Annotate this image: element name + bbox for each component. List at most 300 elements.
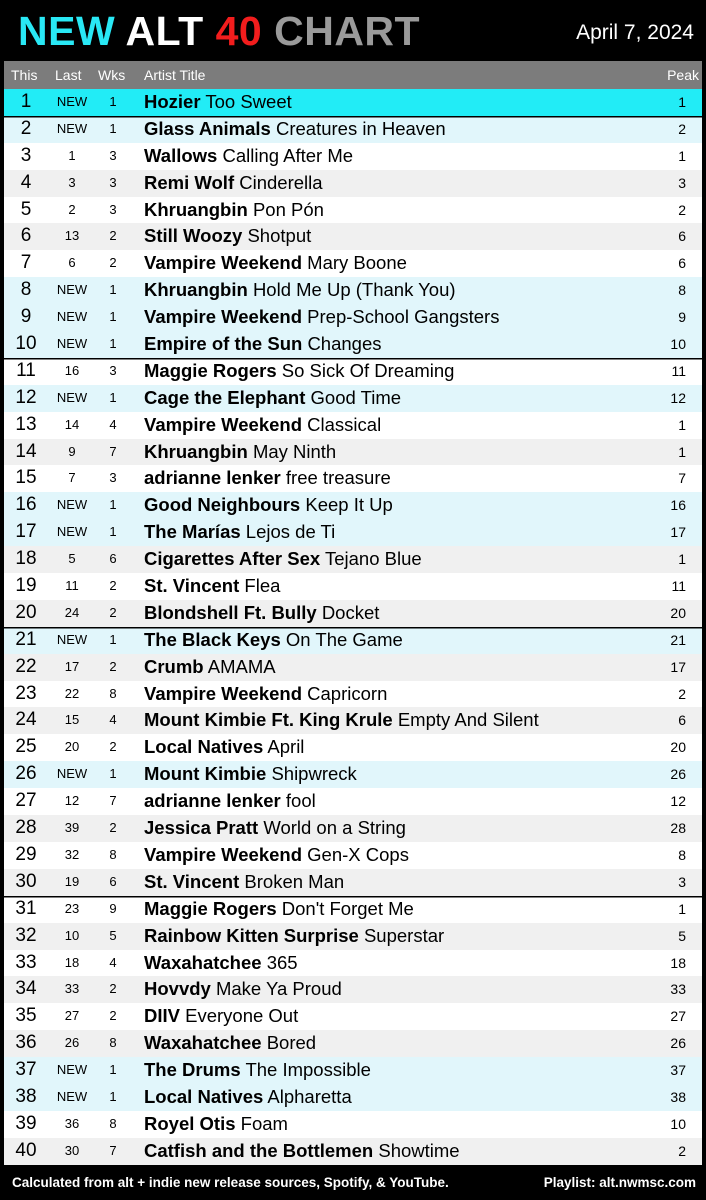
weeks-on-chart: 3 [109, 174, 117, 190]
song-title: free treasure [285, 467, 391, 489]
weeks-on-chart: 8 [109, 846, 117, 862]
table-row [4, 1111, 702, 1138]
rank-last: NEW [56, 282, 88, 298]
rank-last: 1 [68, 147, 76, 163]
rank-this: 31 [15, 897, 37, 919]
peak-position: 6 [678, 228, 686, 245]
rank-this: 32 [15, 924, 37, 946]
rank-this: 5 [20, 198, 32, 220]
title-alt: ALT [125, 8, 204, 54]
weeks-on-chart: 7 [109, 1142, 117, 1158]
song-title: Keep It Up [305, 494, 393, 516]
table-row [4, 358, 702, 385]
song-title: Don't Forget Me [281, 897, 414, 919]
table-row [4, 654, 702, 681]
peak-position: 17 [670, 658, 686, 675]
rank-this: 29 [15, 843, 37, 865]
artist-name: Catfish and the Bottlemen [144, 1139, 374, 1161]
song-title: On The Game [285, 628, 403, 650]
song-entry [144, 842, 409, 869]
table-row [4, 546, 702, 573]
song-entry [144, 950, 298, 977]
artist-name: Maggie Rogers [144, 897, 277, 919]
song-title: Flea [244, 575, 281, 597]
weeks-on-chart: 2 [109, 739, 117, 755]
weeks-on-chart: 3 [109, 470, 117, 486]
song-entry [144, 1003, 298, 1030]
rank-this: 26 [15, 763, 37, 785]
peak-position: 8 [678, 846, 686, 863]
rank-last: NEW [56, 524, 88, 540]
song-title: Changes [307, 333, 382, 355]
song-title: Gen-X Cops [307, 843, 409, 865]
table-row [4, 492, 702, 519]
rank-last: 39 [64, 820, 80, 836]
artist-name: Khruangbin [144, 440, 248, 462]
artist-name: adrianne lenker [144, 467, 281, 489]
artist-name: Blondshell Ft. Bully [144, 601, 317, 623]
col-title: Title [179, 67, 206, 83]
weeks-on-chart: 4 [109, 954, 117, 970]
table-row [4, 950, 702, 977]
chart-rows [4, 89, 702, 1165]
artist-name: DIIV [144, 1005, 180, 1027]
song-entry [144, 1030, 316, 1057]
peak-position: 1 [678, 551, 686, 568]
song-entry [144, 116, 446, 143]
rank-this: 23 [15, 682, 37, 704]
weeks-on-chart: 4 [109, 712, 117, 728]
rank-last: 19 [64, 873, 80, 889]
song-entry [144, 277, 456, 304]
peak-position: 3 [678, 873, 686, 890]
song-entry [144, 923, 444, 950]
chart-date: April 7, 2024 [576, 21, 694, 44]
song-entry [144, 1111, 288, 1138]
weeks-on-chart: 2 [109, 1008, 117, 1024]
rank-last: NEW [56, 766, 88, 782]
rank-this: 11 [16, 359, 36, 381]
table-row [4, 250, 702, 277]
song-entry [144, 143, 353, 170]
song-title: Creatures in Heaven [275, 117, 446, 139]
peak-position: 2 [678, 1142, 686, 1159]
rank-last: NEW [56, 309, 88, 325]
peak-position: 11 [671, 578, 686, 595]
title-chart: CHART [274, 8, 421, 54]
weeks-on-chart: 2 [109, 981, 117, 997]
song-entry [144, 223, 311, 250]
rank-this: 22 [15, 655, 37, 677]
table-row [4, 519, 702, 546]
rank-this: 18 [15, 548, 37, 570]
artist-name: Vampire Weekend [144, 252, 303, 274]
song-entry [144, 573, 280, 600]
artist-name: Glass Animals [144, 117, 271, 139]
rank-this: 10 [15, 333, 37, 355]
song-title: April [267, 736, 305, 758]
col-peak: Peak [667, 67, 699, 83]
song-title: World on a String [263, 817, 406, 839]
artist-name: St. Vincent [144, 870, 240, 892]
table-row [4, 439, 702, 466]
song-entry [144, 627, 403, 654]
rank-this: 27 [15, 790, 37, 812]
song-title: Foam [240, 1112, 288, 1134]
peak-position: 8 [678, 282, 686, 299]
rank-this: 33 [15, 951, 37, 973]
peak-position: 20 [670, 604, 686, 621]
table-row [4, 788, 702, 815]
song-title: Pon Pón [252, 198, 324, 220]
song-title: Showtime [378, 1139, 460, 1161]
table-row [4, 896, 702, 923]
chart-title [18, 6, 420, 56]
peak-position: 26 [670, 766, 686, 783]
weeks-on-chart: 9 [109, 900, 117, 916]
table-row [4, 223, 702, 250]
artist-name: Khruangbin [144, 279, 248, 301]
artist-name: Vampire Weekend [144, 306, 303, 328]
artist-name: The Marías [144, 521, 241, 543]
weeks-on-chart: 1 [109, 497, 117, 513]
footer-sources: Calculated from alt + indie new release sources, Spotify, & YouTube. [12, 1175, 449, 1190]
artist-name: Good Neighbours [144, 494, 301, 516]
table-row [4, 277, 702, 304]
rank-this: 14 [15, 440, 37, 462]
rank-last: 18 [64, 954, 80, 970]
song-entry [144, 896, 414, 923]
peak-position: 5 [678, 927, 686, 944]
rank-this: 2 [20, 117, 32, 139]
artist-name: Royel Otis [144, 1112, 236, 1134]
table-row [4, 197, 702, 224]
rank-last: NEW [56, 497, 88, 513]
table-row [4, 761, 702, 788]
rank-last: 7 [68, 470, 76, 486]
col-this: This [11, 67, 38, 83]
rank-last: 16 [64, 362, 80, 378]
weeks-on-chart: 1 [109, 120, 117, 136]
rank-this: 15 [15, 467, 37, 489]
title-new: NEW [18, 8, 116, 54]
table-row [4, 1057, 702, 1084]
song-title: Tejano Blue [324, 548, 422, 570]
artist-name: Local Natives [144, 1085, 264, 1107]
song-title: Docket [321, 601, 380, 623]
peak-position: 6 [678, 712, 686, 729]
table-row [4, 1084, 702, 1111]
rank-this: 7 [20, 252, 32, 274]
rank-last: 14 [64, 416, 80, 432]
table-row [4, 331, 702, 358]
song-title: The Impossible [245, 1059, 371, 1081]
song-title: Classical [307, 413, 382, 435]
rank-last: 5 [68, 551, 76, 567]
artist-name: Remi Wolf [144, 171, 235, 193]
rank-this: 9 [20, 306, 32, 328]
artist-name: Still Woozy [144, 225, 243, 247]
rank-this: 37 [15, 1059, 37, 1081]
rank-last: 13 [64, 228, 80, 244]
song-title: Broken Man [244, 870, 345, 892]
weeks-on-chart: 7 [109, 793, 117, 809]
table-row [4, 869, 702, 896]
song-entry [144, 681, 387, 708]
rank-last: 17 [64, 658, 80, 674]
peak-position: 10 [670, 336, 686, 353]
weeks-on-chart: 5 [109, 927, 117, 943]
rank-this: 20 [15, 601, 37, 623]
rank-this: 19 [15, 575, 37, 597]
rank-last: 9 [68, 443, 76, 459]
weeks-on-chart: 3 [109, 147, 117, 163]
table-row [4, 976, 702, 1003]
song-entry [144, 197, 324, 224]
artist-name: St. Vincent [144, 575, 240, 597]
rank-this: 8 [20, 279, 32, 301]
artist-name: Hozier [144, 91, 201, 112]
rank-last: 22 [64, 685, 80, 701]
rank-this: 13 [15, 413, 37, 435]
song-title: Cinderella [239, 171, 323, 193]
artist-name: The Drums [144, 1059, 241, 1081]
peak-position: 33 [670, 981, 686, 998]
weeks-on-chart: 7 [109, 443, 117, 459]
song-title: Make Ya Proud [215, 978, 342, 1000]
song-title: 365 [266, 951, 298, 973]
weeks-on-chart: 6 [109, 873, 117, 889]
weeks-on-chart: 1 [109, 1062, 117, 1078]
song-entry [144, 707, 539, 734]
song-title: May Ninth [252, 440, 337, 462]
song-title: Superstar [363, 924, 445, 946]
peak-position: 3 [678, 174, 686, 191]
song-entry [144, 439, 336, 466]
artist-name: Vampire Weekend [144, 682, 303, 704]
weeks-on-chart: 1 [109, 309, 117, 325]
rank-last: 2 [68, 201, 76, 217]
weeks-on-chart: 2 [109, 658, 117, 674]
song-title: Everyone Out [185, 1005, 299, 1027]
artist-name: Cigarettes After Sex [144, 548, 321, 570]
table-row [4, 116, 702, 143]
weeks-on-chart: 1 [109, 1088, 117, 1104]
table-row [4, 600, 702, 627]
weeks-on-chart: 1 [109, 94, 117, 109]
col-artist: Artist [144, 67, 176, 83]
table-row [4, 842, 702, 869]
song-entry [144, 869, 344, 896]
footer-playlist: Playlist: alt.nwmsc.com [543, 1175, 696, 1190]
song-title: Alpharetta [267, 1085, 352, 1107]
peak-position: 2 [678, 201, 686, 218]
rank-last: 33 [64, 981, 80, 997]
song-entry [144, 385, 401, 412]
song-title: So Sick Of Dreaming [281, 359, 455, 381]
rank-last: 15 [64, 712, 80, 728]
weeks-on-chart: 2 [109, 228, 117, 244]
artist-name: Crumb [144, 655, 204, 677]
rank-last: 32 [64, 846, 80, 862]
weeks-on-chart: 1 [109, 631, 117, 647]
song-entry [144, 170, 323, 197]
song-entry [144, 331, 382, 358]
artist-name: Hovvdy [144, 978, 211, 1000]
weeks-on-chart: 6 [109, 551, 117, 567]
weeks-on-chart: 1 [109, 766, 117, 782]
song-title: Mary Boone [307, 252, 407, 274]
song-title: Too Sweet [205, 91, 292, 112]
artist-name: Khruangbin [144, 198, 248, 220]
peak-position: 1 [678, 443, 686, 460]
table-row [4, 304, 702, 331]
song-title: fool [285, 790, 316, 812]
title-40: 40 [215, 8, 263, 54]
rank-last: 23 [64, 900, 80, 916]
table-row [4, 385, 702, 412]
peak-position: 26 [670, 1035, 686, 1052]
table-row [4, 412, 702, 439]
song-title: Shotput [247, 225, 312, 247]
song-entry [144, 250, 407, 277]
peak-position: 10 [670, 1115, 686, 1132]
peak-position: 2 [678, 685, 686, 702]
weeks-on-chart: 8 [109, 1115, 117, 1131]
rank-this: 6 [20, 225, 32, 247]
chart-footer [0, 1165, 706, 1200]
rank-last: 30 [64, 1142, 80, 1158]
song-entry [144, 654, 276, 681]
col-wks: Wks [98, 67, 126, 83]
table-row [4, 1003, 702, 1030]
song-title: Good Time [310, 386, 402, 408]
weeks-on-chart: 2 [109, 578, 117, 594]
col-last: Last [55, 67, 82, 83]
rank-last: 20 [64, 739, 80, 755]
table-row [4, 707, 702, 734]
rank-last: 11 [65, 578, 79, 594]
weeks-on-chart: 8 [109, 1035, 117, 1051]
table-row [4, 923, 702, 950]
artist-name: adrianne lenker [144, 790, 281, 812]
rank-this: 21 [15, 628, 37, 650]
artist-name: Empire of the Sun [144, 333, 303, 355]
peak-position: 28 [670, 820, 686, 837]
table-row [4, 1138, 702, 1165]
rank-last: 6 [68, 255, 76, 271]
artist-name: Vampire Weekend [144, 843, 303, 865]
weeks-on-chart: 8 [109, 685, 117, 701]
weeks-on-chart: 1 [109, 524, 117, 540]
song-title: Bored [266, 1032, 317, 1054]
rank-last: 26 [64, 1035, 80, 1051]
rank-last: NEW [56, 94, 88, 109]
rank-last: NEW [56, 1088, 88, 1104]
song-entry [144, 519, 335, 546]
song-entry [144, 788, 316, 815]
peak-position: 6 [678, 255, 686, 272]
song-entry [144, 600, 379, 627]
rank-last: NEW [56, 120, 88, 136]
rank-last: 24 [64, 604, 80, 620]
table-row [4, 1030, 702, 1057]
song-entry [144, 1138, 460, 1165]
song-title: AMAMA [207, 655, 276, 677]
song-entry [144, 1084, 352, 1111]
rank-last: NEW [56, 389, 88, 405]
artist-name: Vampire Weekend [144, 413, 303, 435]
rank-this: 28 [15, 817, 37, 839]
rank-this: 40 [15, 1139, 37, 1161]
song-title: Prep-School Gangsters [307, 306, 500, 328]
weeks-on-chart: 1 [109, 389, 117, 405]
artist-name: Rainbow Kitten Surprise [144, 924, 359, 946]
song-entry [144, 412, 381, 439]
peak-position: 17 [670, 524, 686, 541]
chart-header [0, 0, 706, 60]
song-entry [144, 89, 292, 116]
peak-position: 18 [670, 954, 686, 971]
rank-last: NEW [56, 631, 88, 647]
song-entry [144, 815, 406, 842]
rank-this: 3 [20, 144, 32, 166]
weeks-on-chart: 3 [109, 362, 117, 378]
table-row [4, 143, 702, 170]
peak-position: 9 [678, 309, 686, 326]
weeks-on-chart: 3 [109, 201, 117, 217]
song-title: Shipwreck [271, 763, 357, 785]
table-row [4, 465, 702, 492]
table-row [4, 89, 702, 116]
artist-name: The Black Keys [144, 628, 281, 650]
rank-this: 39 [15, 1112, 37, 1134]
rank-this: 36 [15, 1032, 37, 1054]
weeks-on-chart: 2 [109, 604, 117, 620]
rank-this: 12 [15, 386, 37, 408]
rank-this: 1 [20, 91, 32, 112]
rank-this: 4 [20, 171, 32, 193]
peak-position: 16 [670, 497, 686, 514]
table-row [4, 681, 702, 708]
peak-position: 1 [678, 900, 686, 917]
rank-last: 12 [64, 793, 80, 809]
artist-name: Waxahatchee [144, 951, 262, 973]
song-title: Calling After Me [222, 144, 354, 166]
rank-last: 3 [68, 174, 76, 190]
peak-position: 21 [670, 631, 686, 648]
artist-name: Waxahatchee [144, 1032, 262, 1054]
artist-name: Maggie Rogers [144, 359, 277, 381]
rank-this: 38 [15, 1085, 37, 1107]
peak-position: 27 [670, 1008, 686, 1025]
rank-last: 10 [64, 927, 80, 943]
rank-this: 30 [15, 870, 37, 892]
peak-position: 20 [670, 739, 686, 756]
table-row [4, 573, 702, 600]
rank-last: NEW [56, 336, 88, 352]
song-entry [144, 492, 393, 519]
col-artist-title [144, 61, 205, 89]
artist-name: Jessica Pratt [144, 817, 259, 839]
artist-name: Cage the Elephant [144, 386, 306, 408]
rank-this: 34 [15, 978, 37, 1000]
peak-position: 1 [678, 416, 686, 433]
artist-name: Local Natives [144, 736, 264, 758]
song-entry [144, 734, 304, 761]
peak-position: 1 [678, 94, 686, 110]
table-row [4, 170, 702, 197]
